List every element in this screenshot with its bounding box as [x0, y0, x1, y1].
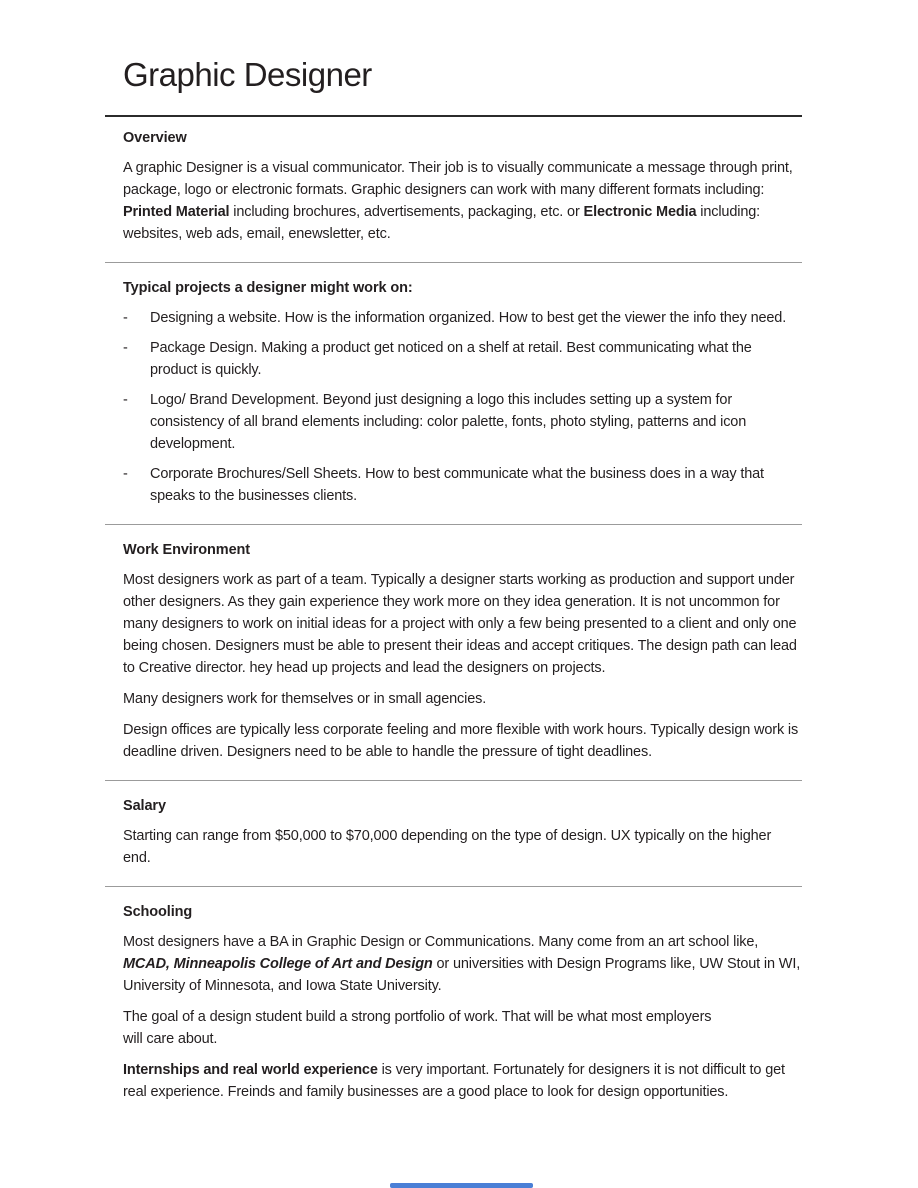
bullet-list	[123, 307, 802, 507]
text-run: including brochures, advertisements, packaging, etc. or	[229, 204, 584, 220]
bullet-marker: -	[123, 310, 128, 326]
bullet-text: Corporate Brochures/Sell Sheets. How to best communicate what the business does in a way that speaks to the businesses clients.	[150, 466, 764, 504]
section-divider	[105, 262, 802, 263]
text-run: Design offices are typically less corporate feeling and more flexible with work hours. Typically design work is deadline driven. Designers need to be able to handle the pressure of tight deadlines.	[123, 722, 799, 760]
bullet-text: Package Design. Making a product get noticed on a shelf at retail. Best communicating what the product is quickly.	[150, 340, 752, 378]
section-schooling	[123, 904, 802, 1103]
bullet-marker: -	[123, 466, 128, 482]
section-work-environment	[123, 542, 802, 763]
text-run: or universities with Design Programs like, UW Stout in WI, University of Minnesota, and Iowa State University.	[123, 956, 801, 994]
section-heading-salary: Salary	[123, 798, 166, 814]
text-run: is very important. Fortunately for designers it is not difficult to get real experience. Freinds and family businesses are a good place to look for design opportunities.	[123, 1062, 785, 1100]
text-run-bold: Internships and real world experience	[123, 1062, 378, 1078]
text-run: A graphic Designer is a visual communicator. Their job is to visually communicate a message through print, package, logo or electronic formats. Graphic designers can work with many different formats including:	[123, 160, 793, 198]
paragraph	[123, 569, 802, 679]
paragraph	[123, 157, 802, 245]
section-salary	[123, 798, 802, 869]
text-run: including: websites, web ads, email, enewsletter, etc.	[123, 204, 761, 242]
text-run: Starting can range from $50,000 to $70,000 depending on the type of design. UX typically on the higher end.	[123, 828, 772, 866]
section-heading-typical-projects: Typical projects a designer might work on:	[123, 280, 413, 296]
section-divider	[105, 524, 802, 525]
text-run: The goal of a design student build a strong portfolio of work. That will be what most employers	[123, 1009, 712, 1025]
page-title: Graphic Designer	[123, 56, 372, 93]
text-run: Most designers work as part of a team. Typically a designer starts working as production and support under other designers. As they gain experience they work more on they idea generation. It is not uncommon for many designers to work on initial ideas for a project with only a few being presented to a client and only one being chosen. Designers must be able to present their ideas and accept critiques. The design path can lead to Creative director. hey head up projects and lead the designers on projects.	[123, 572, 797, 676]
list-item	[123, 307, 802, 329]
section-heading-schooling: Schooling	[123, 904, 193, 920]
bullet-marker: -	[123, 392, 128, 408]
paragraph	[123, 688, 802, 710]
section-typical-projects	[123, 280, 802, 507]
paragraph	[123, 719, 802, 763]
paragraph	[123, 825, 802, 869]
paragraph	[123, 931, 802, 997]
section-divider	[105, 780, 802, 781]
bullet-marker: -	[123, 340, 128, 356]
horizontal-scrollbar-thumb[interactable]	[390, 1183, 533, 1188]
paragraph	[123, 1006, 802, 1050]
section-heading-overview: Overview	[123, 130, 187, 146]
text-run-bold: Printed Material	[123, 204, 230, 220]
text-run: will care about.	[123, 1031, 218, 1047]
section-heading-work-environment: Work Environment	[123, 542, 251, 558]
title-divider	[105, 115, 802, 117]
list-item	[123, 389, 802, 455]
bullet-text: Logo/ Brand Development. Beyond just designing a logo this includes setting up a system for consistency of all brand elements including: color palette, fonts, photo styling, patterns and icon development.	[150, 392, 747, 452]
list-item	[123, 463, 802, 507]
bullet-text: Designing a website. How is the information organized. How to best get the viewer the info they need.	[150, 310, 787, 326]
text-run: Many designers work for themselves or in small agencies.	[123, 691, 487, 707]
section-overview	[123, 130, 802, 245]
section-divider	[105, 886, 802, 887]
text-run-bold: Electronic Media	[583, 204, 697, 220]
text-run-italic: MCAD, Minneapolis College of Art and Design	[123, 956, 433, 972]
paragraph	[123, 1059, 802, 1103]
text-run: Most designers have a BA in Graphic Design or Communications. Many come from an art school like,	[123, 934, 759, 950]
list-item	[123, 337, 802, 381]
